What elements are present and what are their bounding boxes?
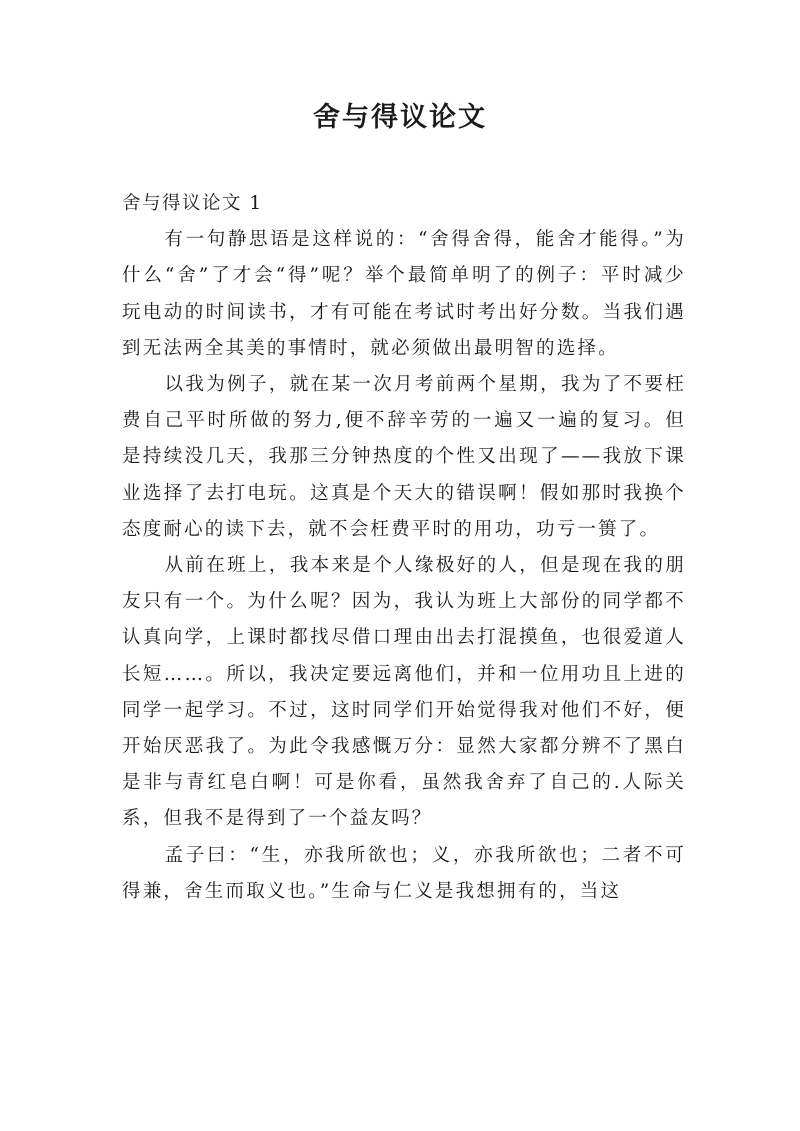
paragraph: 有一句静思语是这样说的：“舍得舍得，能舍才能得。”为什么“舍”了才会“得”呢？举个最简单明了的例子：平时减少玩电动的时间读书，才有可能在考试时考出好分数。当我们遇到无法两全其美的事情时，就必须做出最明智的选择。: [122, 229, 686, 359]
document-body: [122, 186, 686, 910]
paragraph: 以我为例子，就在某一次月考前两个星期，我为了不要枉费自己平时所做的努力,便不辞辛劳的一遍又一遍的复习。但是持续没几天，我那三分钟热度的个性又出现了——我放下课业选择了去打电玩。这真是个天大的错误啊！假如那时我换个态度耐心的读下去，就不会枉费平时的用功，功亏一篑了。: [122, 374, 686, 540]
section-subtitle: 舍与得议论文 1: [122, 193, 263, 214]
paragraph: 从前在班上，我本来是个人缘极好的人，但是现在我的朋友只有一个。为什么呢？因为，我认为班上大部份的同学都不认真向学，上课时都找尽借口理由出去打混摸鱼，也很爱道人长短……。所以，我决定要远离他们，并和一位用功且上进的同学一起学习。不过，这时同学们开始觉得我对他们不好，便开始厌恶我了。为此令我感慨万分：显然大家都分辨不了黑白是非与青红皂白啊！可是你看，虽然我舍弃了自己的.人际关系，但我不是得到了一个益友吗？: [122, 555, 686, 830]
document-title: 舍与得议论文: [313, 102, 487, 133]
paragraph: 孟子曰：“生，亦我所欲也；义，亦我所欲也；二者不可得兼，舍生而取义也。”生命与仁义是我想拥有的，当这: [122, 844, 686, 902]
